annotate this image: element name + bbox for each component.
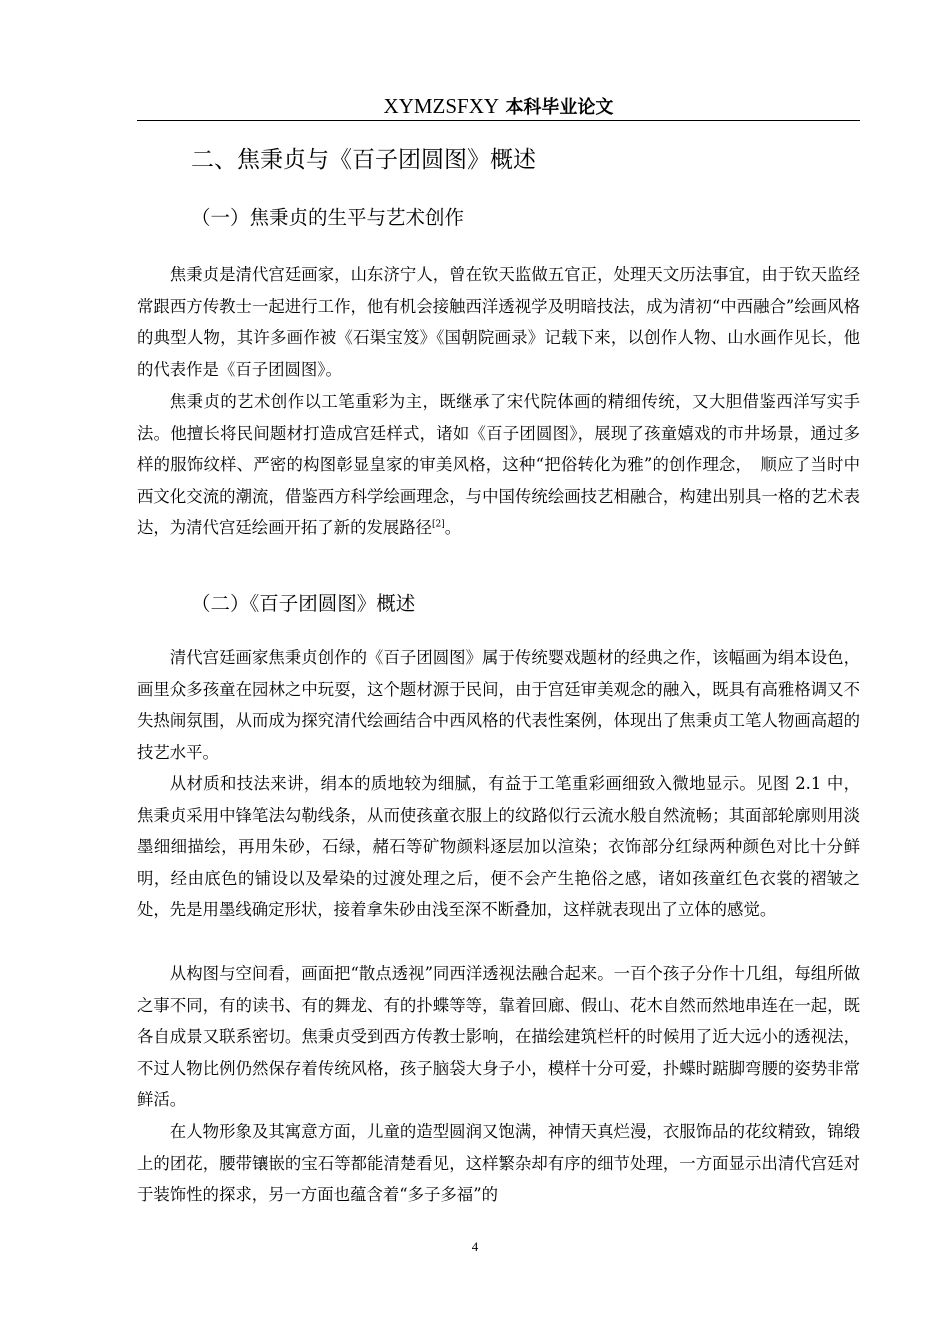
running-header	[137, 93, 860, 119]
paragraph	[137, 386, 860, 544]
paragraph: 从材质和技法来讲，绢本的质地较为细腻，有益于工笔重彩画细致入微地显示。见图 2.1 中，焦秉贞采用中锋笔法勾勒线条，从而使孩童衣服上的纹路似行云流水般自然流畅；其面部轮廓则用淡墨细细描绘，再用朱砂，石绿，赭石等矿物颜料逐层加以渲染；衣饰部分红绿两种颜色对比十分鲜明，经由底色的铺设以及晕染的过渡处理之后，便不会产生艳俗之感，诸如孩童红色衣裳的褶皱之处，先是用墨线确定形状，接着拿朱砂由浅至深不断叠加，这样就表现出了立体的感觉。	[137, 774, 861, 920]
paragraph-text: 焦秉贞的艺术创作以工笔重彩为主，既继承了宋代院体画的精细传统，又大胆借鉴西洋写实手法。他擅长将民间题材打造成宫廷样式，诸如《百子团圆图》，展现了孩童嬉戏的市井场景，通过多样的服饰纹样、严密的构图彰显皇家的审美风格，这种“把俗转化为雅”的创作理念， 顺应了当时中西文化交流的潮流，借鉴西方科学绘画理念，与中国传统绘画技艺相融合，构建出别具一格的艺术表达，为清代宫廷绘画开拓了新的发展路径	[137, 392, 860, 538]
paragraph: 焦秉贞是清代宫廷画家，山东济宁人，曾在钦天监做五官正，处理天文历法事宜，由于钦天监经常跟西方传教士一起进行工作，他有机会接触西洋透视学及明暗技法，成为清初“中西融合”绘画风格的典型人物，其许多画作被《石渠宝笈》《国朝院画录》记载下来，以创作人物、山水画作见长，他的代表作是《百子团圆图》。	[137, 265, 860, 379]
paragraph-end: 。	[444, 518, 462, 538]
page-number: 4	[471, 1239, 479, 1254]
citation: [2]	[432, 519, 445, 530]
section-heading-2: （二）《百子团圆图》概述	[191, 592, 416, 615]
paragraph: 清代宫廷画家焦秉贞创作的《百子团圆图》属于传统婴戏题材的经典之作，该幅画为绢本设色，画里众多孩童在园林之中玩耍，这个题材源于民间，由于宫廷审美观念的融入，既具有高雅格调又不失热闹氛围，从而成为探究清代绘画结合中西风格的代表性案例，体现出了焦秉贞工笔人物画高超的技艺水平。	[137, 648, 860, 762]
paragraph: 从构图与空间看，画面把“散点透视”同西洋透视法融合起来。一百个孩子分作十几组，每组所做之事不同，有的读书、有的舞龙、有的扑蝶等等，靠着回廊、假山、花木自然而然地串连在一起，既各自成景又联系密切。焦秉贞受到西方传教士影响，在描绘建筑栏杆的时候用了近大远小的透视法，不过人物比例仍然保存着传统风格，孩子脑袋大身子小，模样十分可爱，扑蝶时踮脚弯腰的姿势非常鲜活。	[137, 964, 860, 1110]
header-rule	[137, 120, 860, 121]
chapter-heading: 二、焦秉贞与《百子团圆图》概述	[191, 147, 536, 173]
header-code: XYMZSFXY	[383, 94, 500, 118]
paragraph: 在人物形象及其寓意方面，儿童的造型圆润又饱满，神情天真烂漫，衣服饰品的花纹精致，锦缎上的团花，腰带镶嵌的宝石等都能清楚看见，这样繁杂却有序的细节处理，一方面显示出清代宫廷对于装饰性的探求，另一方面也蕴含着“多子多福”的	[137, 1122, 860, 1205]
section-heading-1: （一）焦秉贞的生平与艺术创作	[191, 206, 465, 229]
header-title: 本科毕业论文	[505, 97, 614, 118]
